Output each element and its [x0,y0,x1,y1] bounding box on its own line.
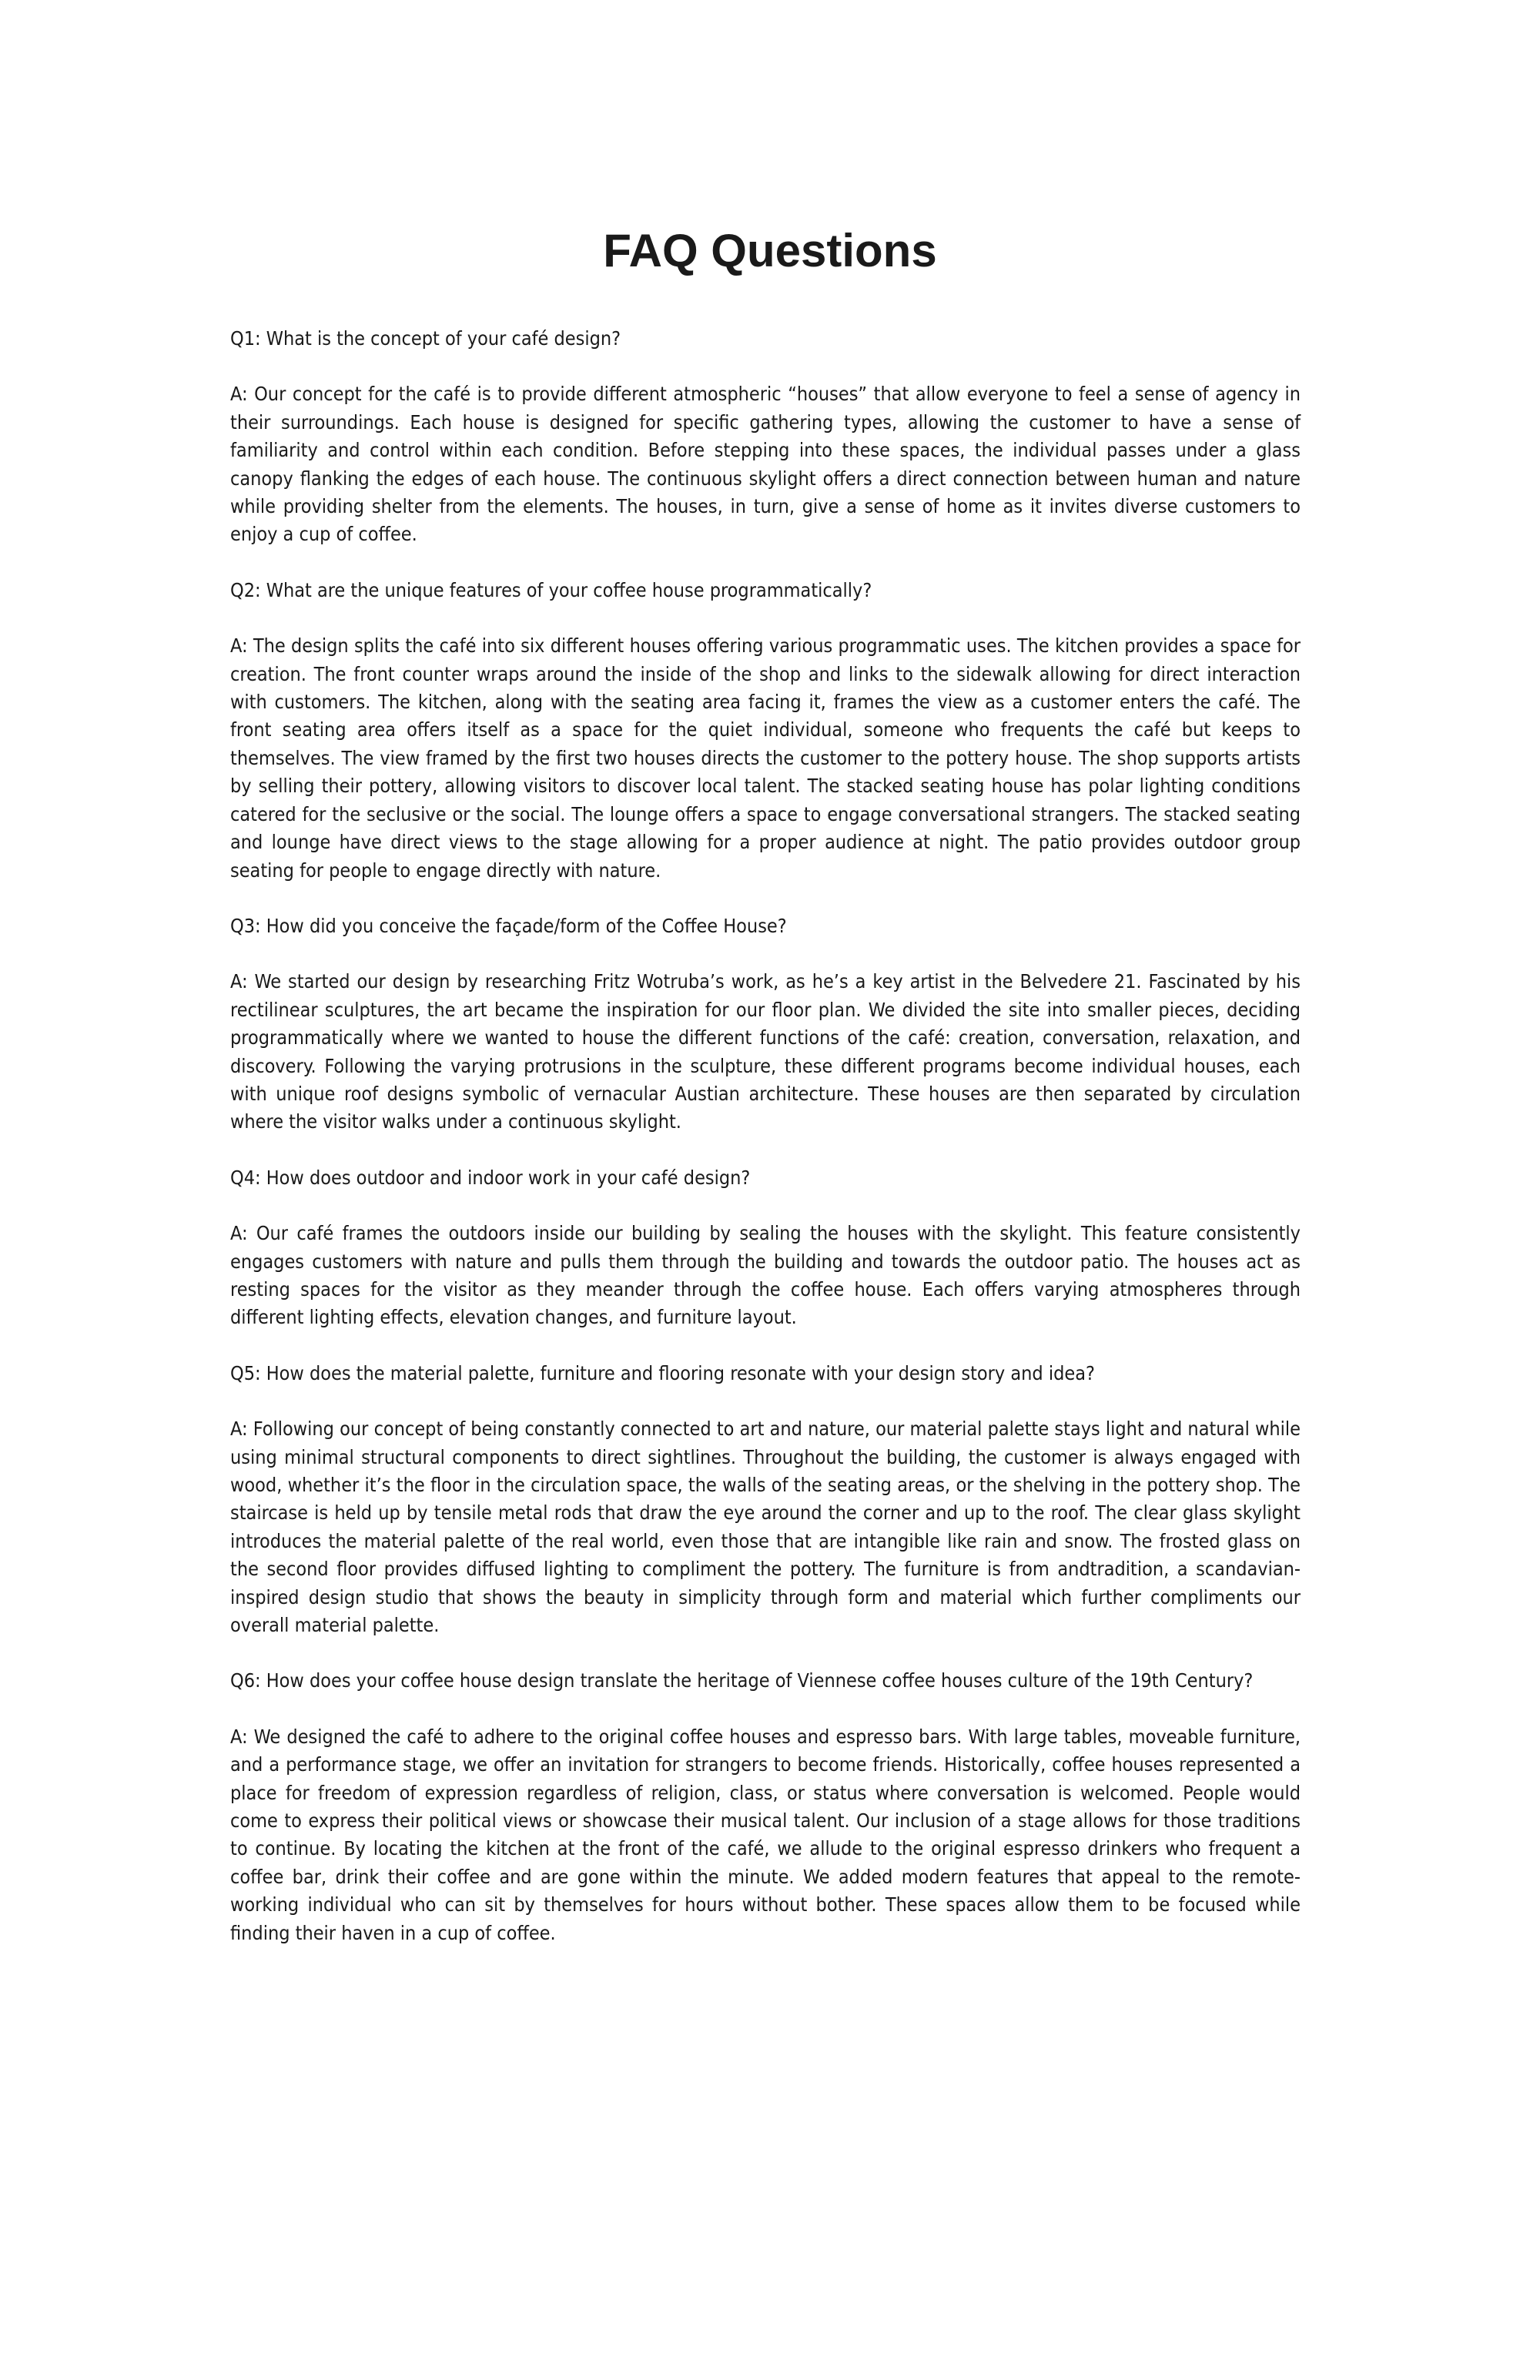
faq-item-5 [230,1360,1301,1640]
faq-item-6 [230,1667,1301,1947]
faq-item-2 [230,577,1301,885]
faq-answer-1: A: Our concept for the café is to provide different atmospheric “houses” that allow everyone to feel a sense of agency in their surroundings. Each house is designed for specific gathering types, allowing the customer to have a sense of familiarity and control within each condition. Before stepping into these spaces, the individual passes under a glass canopy flanking the edges of each house. The continuous skylight offers a direct connection between human and nature while providing shelter from the elements. The houses, in turn, give a sense of home as it invites diverse customers to enjoy a cup of coffee. [230,383,1301,546]
faq-answer-3: A: We started our design by researching Fritz Wotruba’s work, as he’s a key artist in the Belvedere 21. Fascinated by his rectilinear sculptures, the art became the inspiration for our floor plan. We divided the site into smaller pieces, deciding programmatically where we wanted to house the different functions of the café: creation, conversation, relaxation, and discovery. Following the varying protrusions in the sculpture, these different programs become individual houses, each with unique roof designs symbolic of vernacular Austian architecture. These houses are then separated by circulation where the visitor walks under a continuous skylight. [230,970,1301,1133]
faq-question-1: Q1: What is the concept of your café design? [230,327,621,350]
faq-answer-2: A: The design splits the café into six different houses offering various programmatic uses. The kitchen provides a space for creation. The front counter wraps around the inside of the shop and links to the sidewalk allowing for direct interaction with customers. The kitchen, along with the seating area facing it, frames the view as a customer enters the café. The front seating area offers itself as a space for the quiet individual, someone who frequents the café but keeps to themselves. The view framed by the first two houses directs the customer to the pottery house. The shop supports artists by selling their pottery, allowing visitors to discover local talent. The stacked seating house has polar lighting conditions catered for the seclusive or the social. The lounge offers a space to engage conversational strangers. The stacked seating and lounge have direct views to the stage allowing for a proper audience at night. The patio provides outdoor group seating for people to engage directly with nature. [230,634,1301,882]
faq-list [230,325,1301,1975]
faq-question-6: Q6: How does your coffee house design translate the heritage of Viennese coffee houses culture of the 19th Century? [230,1669,1254,1692]
faq-question-3: Q3: How did you conceive the façade/form of the Coffee House? [230,914,787,937]
faq-answer-6: A: We designed the café to adhere to the original coffee houses and espresso bars. With large tables, moveable furniture, and a performance stage, we offer an invitation for strangers to become friends. Historically, coffee houses represented a place for freedom of expression regardless of religion, class, or status where conversation is welcomed. People would come to express their political views or showcase their musical talent. Our inclusion of a stage allows for those traditions to continue. By locating the kitchen at the front of the café, we allude to the original espresso drinkers who frequent a coffee bar, drink their coffee and are gone within the minute. We added modern features that appeal to the remote-working individual who can sit by themselves for hours without bother. These spaces allow them to be focused while finding their haven in a cup of coffee. [230,1725,1301,1944]
faq-answer-5: A: Following our concept of being constantly connected to art and nature, our material palette stays light and natural while using minimal structural components to direct sightlines. Throughout the building, the customer is always engaged with wood, whether it’s the floor in the circulation space, the walls of the seating areas, or the shelving in the pottery shop. The staircase is held up by tensile metal rods that draw the eye around the corner and up to the roof. The clear glass skylight introduces the material palette of the real world, even those that are intangible like rain and snow. The frosted glass on the second floor provides diffused lighting to compliment the pottery. The furniture is from andtradition, a scandavian-inspired design studio that shows the beauty in simplicity through form and material which further compliments our overall material palette. [230,1418,1301,1637]
faq-item-3 [230,912,1301,1136]
page-title: FAQ Questions [603,225,937,276]
faq-question-4: Q4: How does outdoor and indoor work in your café design? [230,1166,751,1189]
faq-item-4 [230,1164,1301,1332]
faq-question-5: Q5: How does the material palette, furniture and flooring resonate with your design story and idea? [230,1361,1095,1384]
faq-item-1 [230,325,1301,549]
faq-answer-4: A: Our café frames the outdoors inside our building by sealing the houses with the skylight. This feature consistently engages customers with nature and pulls them through the building and towards the outdoor patio. The houses act as resting spaces for the visitor as they meander through the coffee house. Each offers varying atmospheres through different lighting effects, elevation changes, and furniture layout. [230,1222,1301,1329]
faq-question-2: Q2: What are the unique features of your coffee house programmatically? [230,578,872,601]
